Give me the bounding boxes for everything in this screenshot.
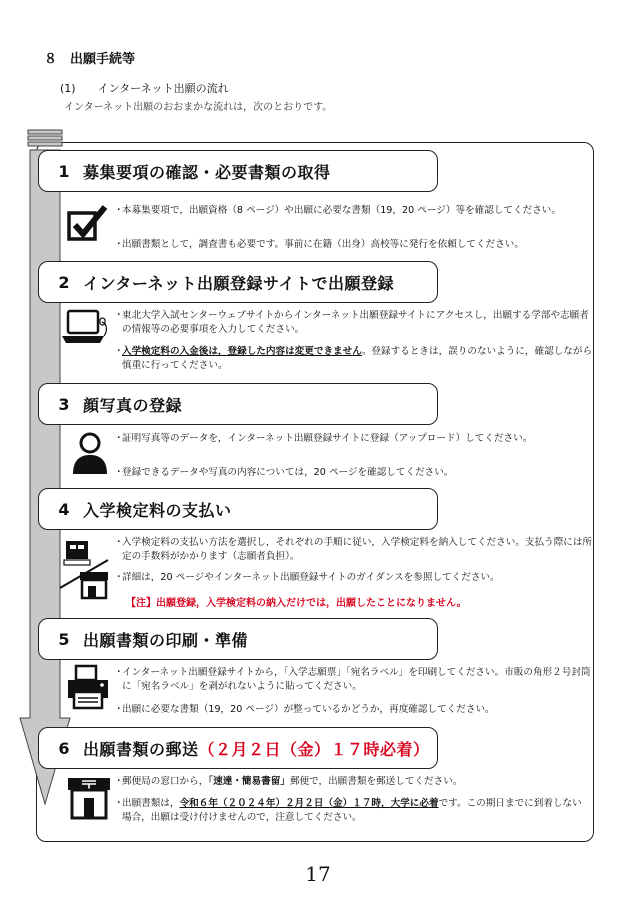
step-2-header <box>38 261 438 303</box>
printer-icon <box>64 664 112 712</box>
section-heading: ８ 出願手続等 <box>44 52 136 67</box>
step-title: 出願書類の印刷・準備 <box>83 630 249 650</box>
step-1-bullet-1: ・ 本募集要項で，出願資格（8 ページ）や出願に必要な書類（19，20 ページ）等を確認してください。 <box>114 205 561 216</box>
step-4-bullet-2: ・ 詳細は，20 ページやインターネット出願登録サイトのガイダンスを参照してください。 <box>114 572 500 583</box>
step-1-bullet-2: ・ 出願書類として，調査書も必要です。事前に在籍（出身）高校等に発行を依頼してください。 <box>114 239 524 250</box>
warning-text: 入学検定料の入金後は，登録した内容は変更できません <box>122 346 362 357</box>
step-number: 5 <box>58 629 70 649</box>
step-number: 1 <box>58 161 70 181</box>
step-4-note: 【注】出願登録，入学検定料の納入だけでは，出願したことになりません。 <box>126 598 467 609</box>
step-number: 3 <box>58 394 70 414</box>
step-4-bullet-1: ・ 入学検定料の支払い方法を選択し，それぞれの手順に従い，入学検定料を納入してください。支払う際には所定の手数料がかかります（志願者負担）。 <box>114 537 593 562</box>
checkbox-icon <box>66 203 110 245</box>
step-5-header <box>38 618 438 660</box>
step-number: 2 <box>58 272 70 292</box>
person-icon <box>70 430 110 478</box>
step-3-bullet-1: ・ 証明写真等のデータを，インターネット出願登録サイトに登録（アップロード）してください。 <box>114 433 533 444</box>
deadline-text: 令和６年（２０２４年）２月２日（金）１７時，大学に必着 <box>179 798 439 809</box>
step-6-bullet-1: ・ 郵便局の窓口から，「速達・簡易書留」郵便で，出願書類を郵送してください。 <box>114 776 463 787</box>
step-deadline: （２月２日（金）１７時必着） <box>198 739 430 759</box>
step-5-bullet-1: ・ インターネット出願登録サイトから，「入学志願票」「宛名ラベル」を印刷してください。市販の角形２号封筒に「宛名ラベル」を剥がれないように貼ってください。 <box>114 667 591 692</box>
step-title: 顔写真の登録 <box>83 395 183 415</box>
step-3-bullet-2: ・ 登録できるデータや写真の内容については，20 ページを確認してください。 <box>114 467 454 478</box>
step-6-bullet-2: ・ 出願書類は，令和６年（２０２４年）２月２日（金）１７時，大学に必着です。この期日までに到着しない場合，出願は受け付けませんので，注意してください。 <box>114 798 582 823</box>
payment-icon <box>58 538 114 602</box>
post-office-icon <box>66 776 112 822</box>
step-number: 6 <box>58 738 70 758</box>
step-title: 出願書類の郵送 <box>83 739 199 759</box>
step-3-header <box>38 383 438 425</box>
step-title: 入学検定料の支払い <box>83 500 232 520</box>
step-5-bullet-2: ・ 出願に必要な書類（19，20 ページ）が整っているかどうか，再度確認してください。 <box>114 704 495 715</box>
subsection-heading: (1) インターネット出願の流れ <box>60 82 229 95</box>
step-2-bullet-1: ・ 東北大学入試センターウェブサイトからインターネット出願登録サイトにアクセスし，出願する学部や志願者の情報等の必要事項を入力してください。 <box>114 310 589 335</box>
step-title: インターネット出願登録サイトで出願登録 <box>83 273 394 293</box>
step-6-header <box>38 727 438 769</box>
step-4-header <box>38 488 438 530</box>
step-1-header <box>38 150 438 192</box>
step-title: 募集要項の確認・必要書類の取得 <box>83 162 331 182</box>
laptop-icon <box>60 308 110 348</box>
step-number: 4 <box>58 499 70 519</box>
step-2-bullet-2: ・ 入学検定料の入金後は，登録した内容は変更できません。登録するときは，誤りのないように，確認しながら慎重に行ってください。 <box>114 346 593 371</box>
intro-text: インターネット出願のおおまかな流れは，次のとおりです。 <box>64 102 333 113</box>
page-number: 17 <box>305 862 331 886</box>
